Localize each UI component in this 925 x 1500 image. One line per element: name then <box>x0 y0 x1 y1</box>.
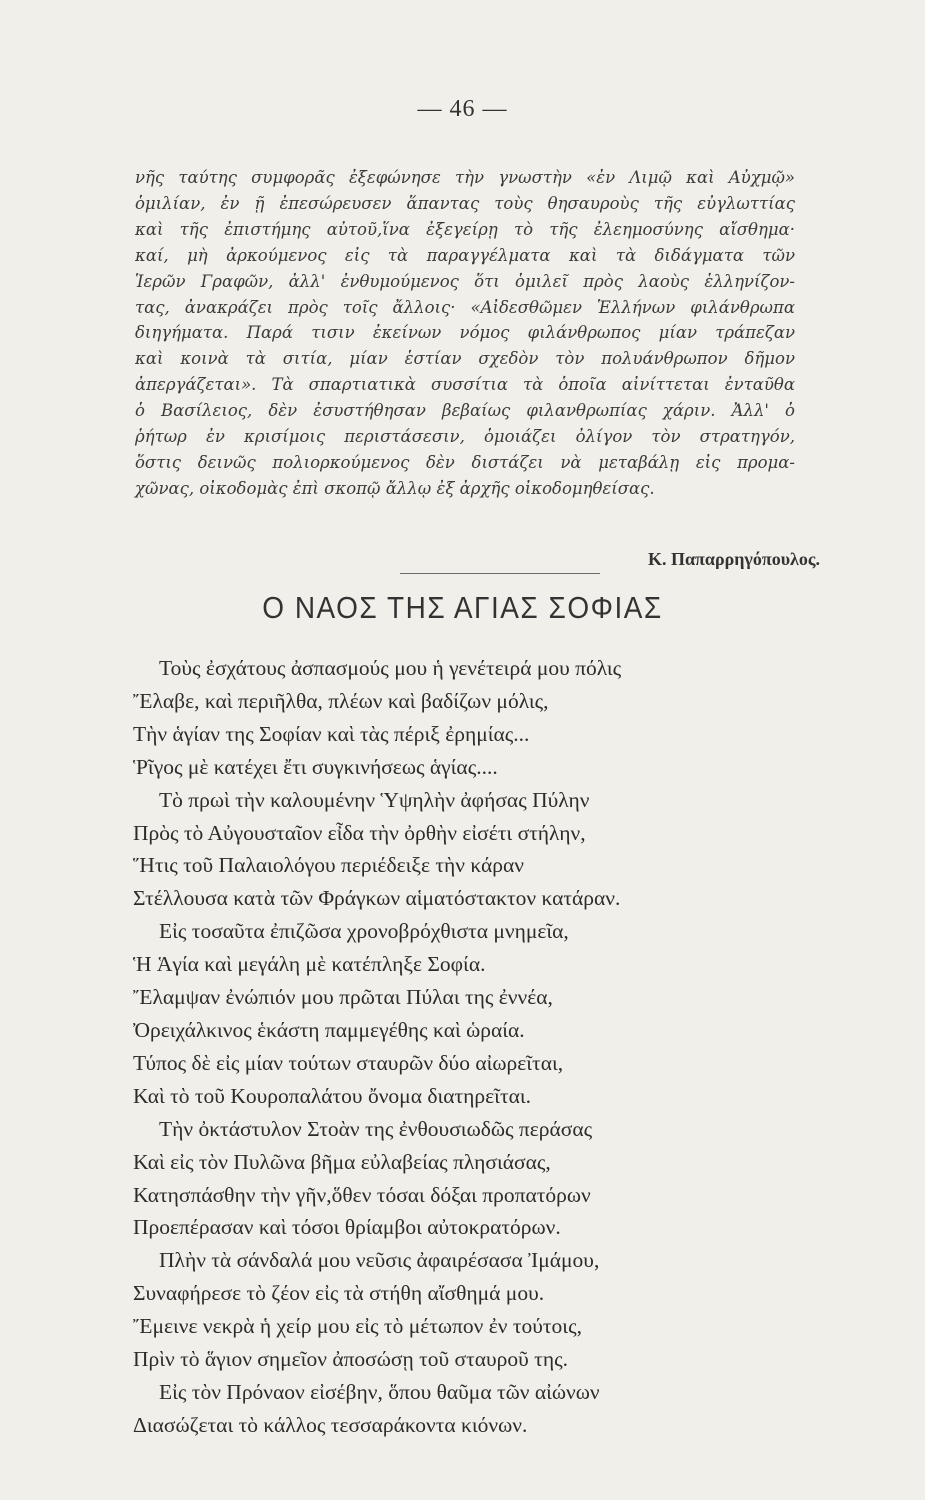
poem-verse: Πρὸς τὸ Αὐγουσταῖον εἶδα τὴν ὀρθὴν εἰσέτι στήλην, <box>133 820 586 845</box>
poem-title: Ο ΝΑΟΣ ΤΗΣ ΑΓΙΑΣ ΣΟΦΙΑΣ <box>262 590 663 625</box>
poem-verse: Συναφήρεσε τὸ ζέον εἰς τὰ στήθη αἴσθημά μου. <box>133 1281 545 1306</box>
poem-verse: Ἔμεινε νεκρὰ ἡ χείρ μου εἰς τὸ μέτωπον ἐν τούτοις, <box>133 1314 582 1339</box>
poem-verse: Κατησπάσθην τὴν γῆν,ὅθεν τόσαι δόξαι προπατόρων <box>133 1182 591 1207</box>
article-line: ὅστις δεινῶς πολιορκούμενος δὲν διστάζει νὰ μεταβάλῃ εἰς προμα- <box>135 452 795 472</box>
poem-verse: Ἔλαμψαν ἐνώπιόν μου πρῶται Πύλαι της ἐννέα, <box>133 985 553 1010</box>
article-line: ὁ Βασίλειος, δὲν ἐσυστήθησαν βεβαίως φιλανθρωπίας χάριν. Ἀλλ' ὁ <box>135 401 795 421</box>
poem-verse: Τὴν ὀκτάστυλον Στοὰν της ἐνθουσιωδῶς περάσας <box>159 1116 593 1141</box>
poem-verse: Τὴν ἁγίαν της Σοφίαν καὶ τὰς πέριξ ἐρημίας... <box>133 721 530 746</box>
poem-verse: Εἰς τοσαῦτα ἐπιζῶσα χρονοβρόχθιστα μνημεῖα, <box>159 919 569 944</box>
article-line: χῶνας, οἰκοδομὰς ἐπὶ σκοπῷ ἄλλῳ ἐξ ἀρχῆς οἰκοδομηθείσας. <box>135 478 655 498</box>
poem-body <box>133 652 833 1442</box>
article-line: νῆς ταύτης συμφορᾶς ἐξεφώνησε τὴν γνωστὴν «ἐν Λιμῷ καὶ Αὐχμῷ» <box>135 168 795 187</box>
article-line: καὶ τῆς ἐπιστήμης αὐτοῦ,ἵνα ἐξεγείρῃ τὸ τῆς ἐλεημοσύνης αἴσθημα· <box>135 219 795 239</box>
article-line: καί, μὴ ἀρκούμενος εἰς τὰ παραγγέλματα καὶ τὰ διδάγματα τῶν <box>135 245 795 265</box>
poem-verse: Διασώζεται τὸ κάλλος τεσσαράκοντα κιόνων. <box>133 1412 528 1437</box>
article-text <box>135 165 795 502</box>
article-line: διηγήματα. Παρά τισιν ἐκείνων νόμος φιλάνθρωπος μίαν τράπεζαν <box>135 323 795 343</box>
article-line: καὶ κοινὰ τὰ σιτία, μίαν ἑστίαν σχεδὸν τὸν πολυάνθρωπον δῆμον <box>135 349 795 369</box>
poem-verse: Στέλλουσα κατὰ τῶν Φράγκων αἱματόστακτον κατάραν. <box>133 886 621 911</box>
article-line: ἀπεργάζεται». Τὰ σπαρτιατικὰ συσσίτια τὰ ὁποῖα αἰνίττεται ἐνταῦθα <box>135 375 795 395</box>
poem-verse: Ἡ Ἁγία καὶ μεγάλη μὲ κατέπληξε Σοφία. <box>133 952 486 977</box>
poem-verse: Ἥτις τοῦ Παλαιολόγου περιέδειξε τὴν κάραν <box>133 853 524 878</box>
poem-verse: Πλὴν τὰ σάνδαλά μου νεῦσις ἀφαιρέσασα Ἰμάμου, <box>159 1248 600 1273</box>
poem-verse: Εἰς τὸν Πρόναον εἰσέβην, ὅπου θαῦμα τῶν αἰώνων <box>159 1379 600 1404</box>
article-line: ῥήτωρ ἐν κρισίμοις περιστάσεσιν, ὁμοιάζει ὀλίγον τὸν στρατηγόν, <box>135 427 795 447</box>
poem-verse: Τοὺς ἐσχάτους ἀσπασμούς μου ἡ γενέτειρά μου πόλις <box>159 656 622 680</box>
author-signature: Κ. Παπαρρηγόπουλος. <box>647 549 820 569</box>
poem-verse: Ῥῖγος μὲ κατέχει ἔτι συγκινήσεως ἁγίας.... <box>133 754 498 779</box>
poem-verse: Ἔλαβε, καὶ περιῆλθα, πλέων καὶ βαδίζων μόλις, <box>133 688 549 713</box>
article-line: ὁμιλίαν, ἐν ῇ ἐπεσώρευσεν ἅπαντας τοὺς θησαυροὺς τῆς εὐγλωττίας <box>135 193 795 213</box>
poem-verse: Καὶ τὸ τοῦ Κουροπαλάτου ὄνομα διατηρεῖται. <box>133 1083 532 1108</box>
article-line: τας, ἀνακράζει πρὸς τοῖς ἄλλοις· «Αἰδεσθῶμεν Ἑλλήνων φιλάνθρωπα <box>135 297 795 317</box>
poem-verse: Τύπος δὲ εἰς μίαν τούτων σταυρῶν δύο αἰωρεῖται, <box>133 1050 564 1075</box>
poem-verse: Ὀρειχάλκινος ἑκάστη παμμεγέθης καὶ ὡραία. <box>133 1017 525 1042</box>
page-number: — 46 — <box>417 96 508 122</box>
poem-verse: Πρὶν τὸ ἅγιον σημεῖον ἀποσώσῃ τοῦ σταυροῦ της. <box>133 1347 568 1372</box>
poem-verse: Καὶ εἰς τὸν Πυλῶνα βῆμα εὐλαβείας πλησιάσας, <box>133 1149 551 1174</box>
article-line: Ἱερῶν Γραφῶν, ἀλλ' ἐνθυμούμενος ὅτι ὁμιλεῖ πρὸς λαοὺς ἑλληνίζον- <box>135 271 795 291</box>
poem-verse: Προεπέρασαν καὶ τόσοι θρίαμβοι αὐτοκρατόρων. <box>133 1215 561 1240</box>
section-divider <box>400 573 600 574</box>
poem-verse: Τὸ πρωὶ τὴν καλουμένην Ὑψηλὴν ἀφήσας Πύλην <box>159 787 590 812</box>
